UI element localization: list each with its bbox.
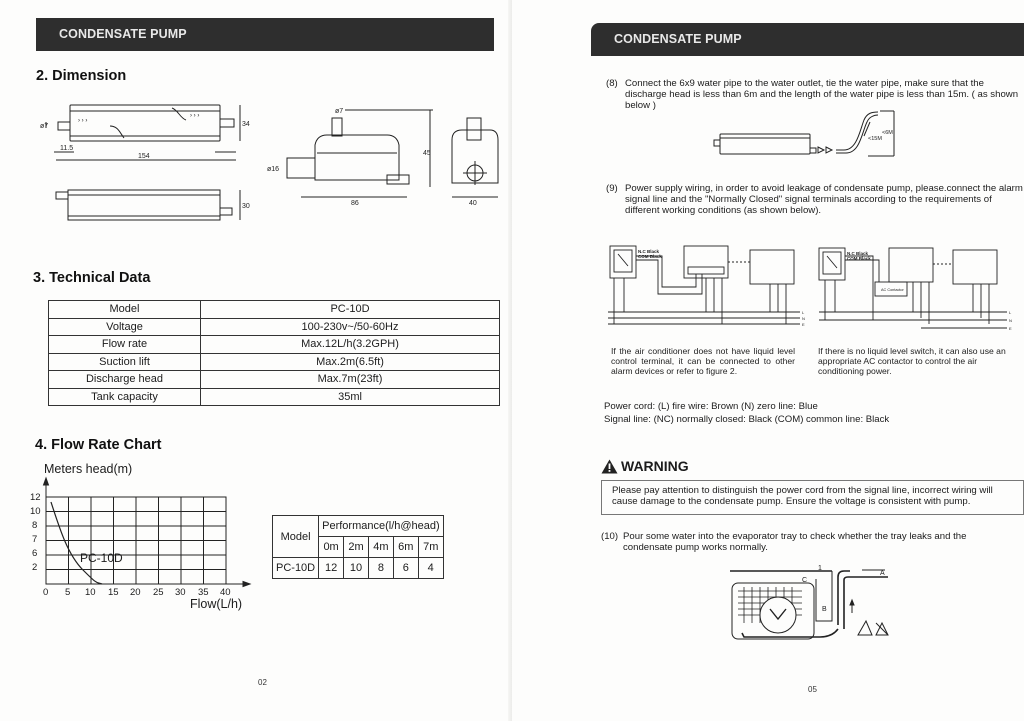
step-9 xyxy=(606,183,1024,216)
table-row xyxy=(273,516,444,537)
tech-value: 35ml xyxy=(201,388,500,406)
com-label: COM Black xyxy=(638,254,662,259)
line-e: E xyxy=(1009,326,1012,331)
flow-rate-chart xyxy=(28,460,268,620)
tech-label: Tank capacity xyxy=(49,388,201,406)
warning-label: WARNING xyxy=(621,458,689,474)
table-row xyxy=(49,318,500,336)
table-row xyxy=(49,301,500,319)
step-number: (10) xyxy=(601,531,619,542)
power-cord-info: Power cord: (L) fire wire: Brown (N) zero line: Blue xyxy=(604,401,818,412)
table-row xyxy=(49,371,500,389)
warning-box xyxy=(601,480,1024,515)
evaporator-tray-diagram xyxy=(720,563,900,643)
model-cell: PC-10D xyxy=(273,558,319,579)
x-tick: 15 xyxy=(108,587,119,598)
x-tick: 30 xyxy=(175,587,186,598)
value-cell: 12 xyxy=(319,558,344,579)
step-8 xyxy=(606,78,1024,111)
step-10 xyxy=(601,531,1013,553)
head-cell: 0m xyxy=(319,537,344,558)
wiring-diagram-2 xyxy=(817,242,1024,337)
dim-top-dia: ø7 xyxy=(335,108,344,115)
left-header-bar: CONDENSATE PUMP xyxy=(36,18,494,51)
y-tick: 7 xyxy=(32,534,38,545)
tech-value: Max.12L/h(3.2GPH) xyxy=(201,336,500,354)
value-cell: 8 xyxy=(368,558,393,579)
step-text: Connect the 6x9 water pipe to the water outlet, tie the water pipe, make sure that the discharge head is less than 6m and the length of the water pipe is less than 15m. ( as shown below ) xyxy=(625,78,1019,111)
x-tick: 5 xyxy=(65,587,71,598)
dim-height-34: 34 xyxy=(242,121,250,128)
tech-value: PC-10D xyxy=(201,301,500,319)
tech-label: Discharge head xyxy=(49,371,201,389)
x-tick: 35 xyxy=(198,587,209,598)
dim-inlet-dia: ø7 xyxy=(40,123,49,130)
step-number: (9) xyxy=(606,183,618,194)
dim-width-86: 86 xyxy=(351,200,359,207)
pump-front-view-drawing xyxy=(265,105,505,210)
y-tick: 10 xyxy=(30,506,41,517)
y-tick: 6 xyxy=(32,548,38,559)
label-a: A xyxy=(880,570,885,577)
step-text: Pour some water into the evaporator tray to check whether the tray leaks and the condensate pump works normally. xyxy=(623,531,967,553)
technical-data-title: 3. Technical Data xyxy=(33,270,151,286)
dimension-title: 2. Dimension xyxy=(36,68,127,84)
x-tick: 20 xyxy=(130,587,141,598)
label-c: C xyxy=(802,577,808,584)
tech-label: Flow rate xyxy=(49,336,201,354)
page-number-left: 02 xyxy=(258,678,267,687)
dim-height-30: 30 xyxy=(242,203,250,210)
line-l: L xyxy=(1009,310,1012,315)
tech-value: Max.7m(23ft) xyxy=(201,371,500,389)
tech-label: Model xyxy=(49,301,201,319)
head-cell: 4m xyxy=(368,537,393,558)
performance-table xyxy=(272,515,444,579)
value-cell: 4 xyxy=(418,558,443,579)
nc-label-2: N.C Black xyxy=(847,251,869,256)
contactor-label: AC Contactor xyxy=(881,288,904,292)
table-row xyxy=(49,353,500,371)
warning-text-line2: cause damage to the condensate pump. Ensure the voltage is consistent with pump. xyxy=(612,496,971,507)
flow-chart-title: 4. Flow Rate Chart xyxy=(35,437,162,453)
signal-line-info: Signal line: (NC) normally closed: Black (COM) common line: Black xyxy=(604,414,890,425)
x-tick: 25 xyxy=(153,587,164,598)
line-e: E xyxy=(802,322,805,327)
head-cell: 6m xyxy=(393,537,418,558)
pipe-length-label: <15M xyxy=(868,136,882,142)
pipe-height-label: <6M xyxy=(882,130,893,136)
pump-top-view-drawing xyxy=(40,100,250,230)
tech-value: Max.2m(6.5ft) xyxy=(201,353,500,371)
dim-inlet-16: ø16 xyxy=(267,166,280,173)
dim-length: 154 xyxy=(138,153,150,160)
dim-offset: 11.5 xyxy=(60,145,74,152)
dim-height-45: 45 xyxy=(423,150,431,157)
x-tick: 10 xyxy=(85,587,96,598)
model-header: Model xyxy=(273,516,319,558)
page-number-right: 05 xyxy=(808,685,817,694)
table-row xyxy=(49,336,500,354)
tech-value: 100-230v~/50-60Hz xyxy=(201,318,500,336)
svg-text:› › ›: › › › xyxy=(78,118,88,124)
chart-x-label: Flow(L/h) xyxy=(190,597,243,611)
svg-text:› › ›: › › › xyxy=(190,113,200,119)
head-cell: 2m xyxy=(344,537,369,558)
pipe-route-diagram xyxy=(712,108,912,168)
table-row xyxy=(273,558,444,579)
y-tick: 8 xyxy=(32,520,38,531)
line-n: N xyxy=(802,316,805,321)
step-number: (8) xyxy=(606,78,618,89)
table-row xyxy=(49,388,500,406)
line-n: N xyxy=(1009,318,1012,323)
step-text: Power supply wiring, in order to avoid leakage of condensate pump, please.connect the alarm signal line and the "Normally Closed" signal terminals according to the requirements of different working conditions (as shown below). xyxy=(625,183,1023,216)
tech-label: Suction lift xyxy=(49,353,201,371)
x-tick: 0 xyxy=(43,587,49,598)
right-header-bar: CONDENSATE PUMP xyxy=(591,23,1024,56)
chart-y-label: Meters head(m) xyxy=(44,462,133,476)
diagram-1-caption: If the air conditioner does not have liquid level control terminal, it can be connected to other alarm devices or refer to figure 2. xyxy=(611,346,795,376)
warning-text-line1: Please pay attention to distinguish the power cord from the signal line, incorrect wiring will xyxy=(612,485,993,496)
x-tick: 40 xyxy=(220,587,231,598)
warning-heading xyxy=(601,458,689,474)
y-tick: 12 xyxy=(30,492,41,503)
wiring-diagram-1 xyxy=(604,242,814,337)
y-tick: 2 xyxy=(32,562,38,573)
diagram-2-caption: If there is no liquid level switch, it can also use an appropriate AC contactor to control the air conditioning power. xyxy=(818,346,1006,376)
series-label: PC-10D xyxy=(80,551,123,565)
tech-label: Voltage xyxy=(49,318,201,336)
nc-label: N.C Black xyxy=(638,249,660,254)
performance-header: Performance(l/h@head) xyxy=(319,516,444,537)
technical-data-table xyxy=(48,300,500,406)
label-1: 1 xyxy=(818,565,822,572)
warning-triangle-icon xyxy=(601,459,618,474)
head-cell: 7m xyxy=(418,537,443,558)
value-cell: 10 xyxy=(344,558,369,579)
line-l: L xyxy=(802,310,805,315)
dim-width-40: 40 xyxy=(469,200,477,207)
value-cell: 6 xyxy=(393,558,418,579)
label-b: B xyxy=(822,606,827,613)
com-label-2: COM Black xyxy=(847,256,871,261)
